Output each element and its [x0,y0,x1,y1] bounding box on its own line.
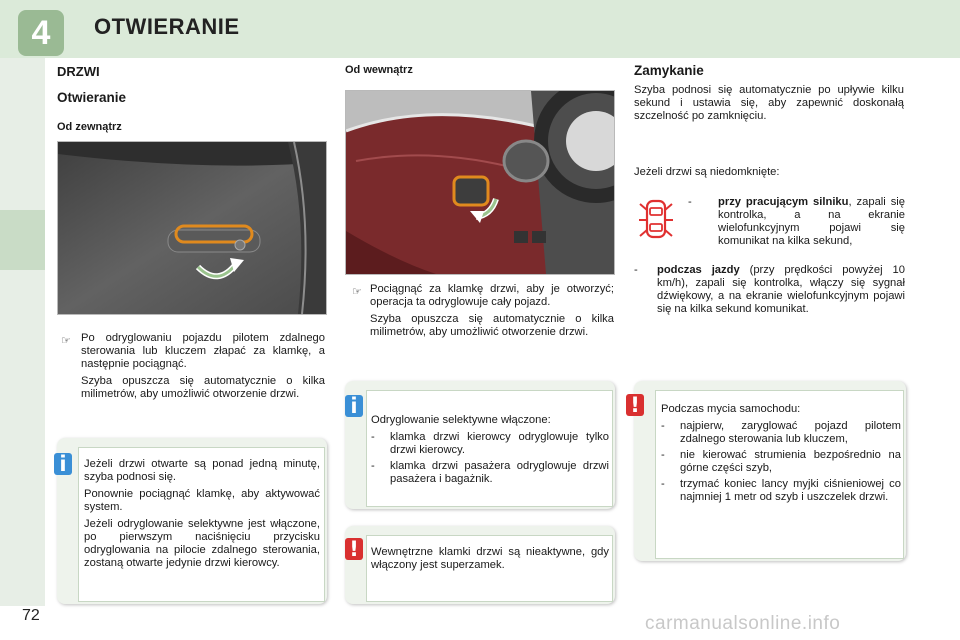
page-number: 72 [22,607,40,624]
list-item: - najpierw, zaryglować pojazd pilotem zdalnego sterowania lub kluczem, [661,420,901,445]
warning-icon: ! [626,394,644,416]
subsection-heading: Otwieranie [57,90,127,105]
page-title: OTWIERANIE [94,14,240,39]
list-item: - przy pracującym silniku, zapali się kontrolka, a na ekranie wielofunkcyjnym pojawi się komunikat na kilka sekund, [688,196,906,247]
col3-warning-box [634,381,906,561]
closing-heading: Zamykanie [634,63,704,78]
info-icon: i [345,395,363,417]
closing-para1: Szyba podnosi się automatycznie po upływie kilku sekund i ustawia się, aby zapewnić doskonałą szczelność po zamknięciu. [634,84,904,122]
col2-warning-box [345,526,615,604]
col1-instructions [81,332,325,405]
heading-from-inside: Od wewnątrz [345,64,413,76]
col2-info-box [345,381,615,509]
interior-door-handle-photo [345,90,615,275]
info-p3: Jeżeli odryglowanie selektywne jest włączone, po pierwszym naciśnięciu przycisku odryglowania na pilocie zdalnego sterowania, zostaną otwarte jedynie drzwi kierowcy. [84,518,320,569]
exterior-door-handle-photo [57,141,327,315]
info-list [371,431,609,486]
info-intro: Odryglowanie selektywne włączone: [371,414,551,426]
info-p1: Jeżeli drzwi otwarte są ponad jedną minutę, szyba podnosi się. [84,458,320,483]
chapter-number: 4 [18,10,64,56]
watermark: carmanualsonline.info [645,613,841,634]
warning-list [661,420,901,504]
section-heading: DRZWI [57,64,100,79]
col2-para2: Szyba opuszcza się automatycznie o kilka milimetrów, aby umożliwić otworzenie drzwi. [370,313,614,338]
col1-info-box [57,438,327,604]
info-p2: Ponownie pociągnąć klamkę, aby aktywować system. [84,488,320,513]
warning-text: Wewnętrzne klamki drzwi są nieaktywne, gdy włączony jest superzamek. [371,546,609,571]
list-item: - nie kierować strumienia bezpośrednio na górne części szyb, [661,449,901,474]
warning-intro: Podczas mycia samochodu: [661,403,801,415]
closing-para [634,84,904,127]
col2-instructions [370,283,614,343]
col1-para2: Szyba opuszcza się automatycznie o kilka milimetrów, aby umożliwić otworzenie drzwi. [81,375,325,400]
list-item: - podczas jazdy (przy prędkości powyżej 10 km/h), zapali się kontrolka, włączy się sygnał dźwiękowy, a na ekranie wielofunkcyjnym pojawi się na kilka sekund komunikat. [634,264,905,315]
side-band [0,58,45,606]
info-icon: i [54,453,72,475]
list-item: - trzymać koniec lancy myjki ciśnieniowej co najmniej 1 metr od szyb i uszczelek drzwi. [661,478,901,503]
door-ajar-intro: Jeżeli drzwi są niedomknięte: [634,166,780,178]
bullet-pointer-icon: ☞ [352,286,362,298]
col1-para1: Po odryglowaniu pojazdu pilotem zdalnego sterowania lub kluczem złapać za klamkę, a następnie pociągnąć. [81,332,325,370]
heading-from-outside: Od zewnątrz [57,121,122,133]
bullet-pointer-icon: ☞ [61,335,71,347]
warning-icon: ! [345,538,363,560]
list-item: - klamka drzwi kierowcy odryglowuje tylko drzwi kierowcy. [371,431,609,456]
open-door-warning-icon [638,198,674,242]
chapter-tab-marker [0,210,45,270]
list-item: - klamka drzwi pasażera odryglowuje drzwi pasażera i bagażnik. [371,460,609,485]
col2-para1: Pociągnąć za klamkę drzwi, aby je otworzyć; operacja ta odryglowuje cały pojazd. [370,283,614,308]
